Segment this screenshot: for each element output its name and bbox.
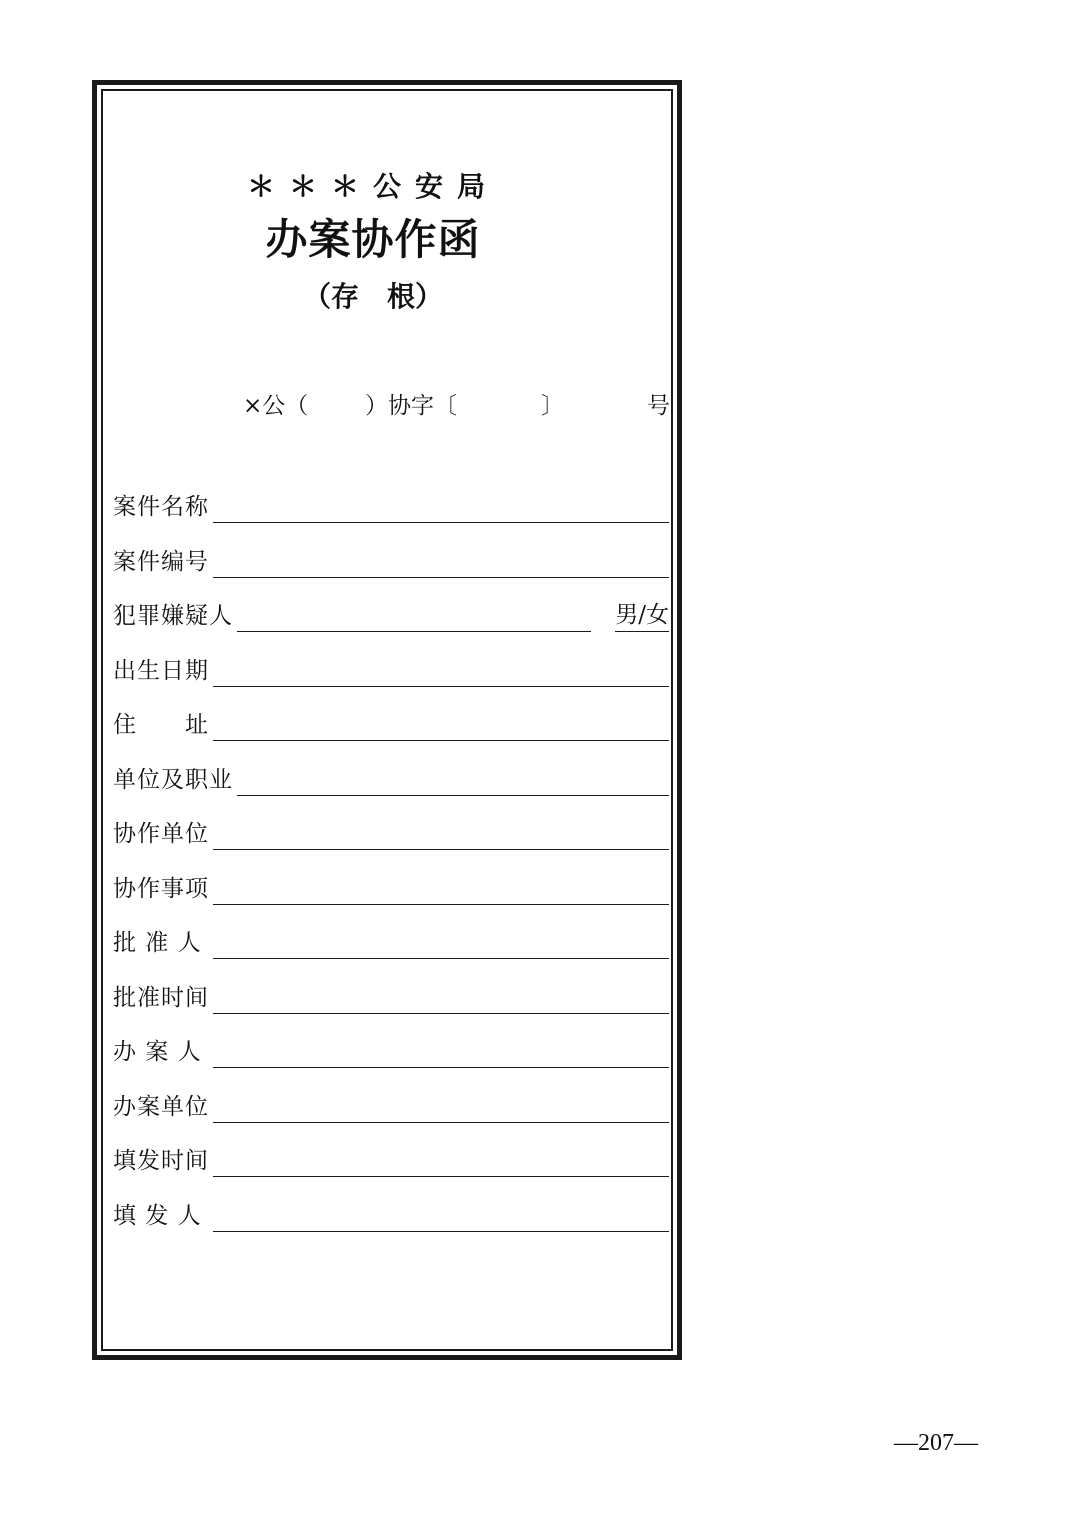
field-suspect bbox=[113, 596, 669, 632]
page-number: —207— bbox=[894, 1430, 978, 1456]
field-label: 单位及职业 bbox=[113, 767, 233, 793]
field-label: 填 发 人 bbox=[113, 1203, 202, 1229]
fill-line[interactable] bbox=[213, 740, 669, 741]
fill-line[interactable] bbox=[213, 577, 669, 578]
fill-line[interactable] bbox=[213, 1067, 669, 1068]
field-approval-time bbox=[113, 978, 669, 1014]
fill-line[interactable] bbox=[237, 795, 669, 796]
fill-line[interactable] bbox=[213, 849, 669, 850]
form-subtitle: （存 根） bbox=[302, 280, 443, 313]
doc-number-suffix: 号 bbox=[647, 393, 670, 419]
field-address bbox=[113, 705, 669, 741]
field-label: 协作单位 bbox=[113, 821, 209, 847]
fill-line[interactable] bbox=[213, 522, 669, 523]
gender-option[interactable]: 男/女 bbox=[615, 596, 669, 632]
fill-line[interactable] bbox=[213, 904, 669, 905]
field-label: 填发时间 bbox=[113, 1148, 209, 1174]
field-label: 批准时间 bbox=[113, 985, 209, 1011]
field-label: 案件编号 bbox=[113, 549, 209, 575]
field-issuer bbox=[113, 1196, 669, 1232]
field-issue-time bbox=[113, 1141, 669, 1177]
fill-line[interactable] bbox=[213, 1231, 669, 1232]
doc-number-middle: ）协字〔 bbox=[365, 393, 457, 419]
field-case-number bbox=[113, 542, 669, 578]
field-approver bbox=[113, 923, 669, 959]
field-label: 批 准 人 bbox=[113, 930, 202, 956]
field-handling-unit bbox=[113, 1087, 669, 1123]
doc-number-bracket-close: 〕 bbox=[541, 393, 564, 419]
doc-number-prefix: ×公（ bbox=[243, 393, 309, 419]
field-label: 办 案 人 bbox=[113, 1039, 202, 1065]
field-employer-occupation bbox=[113, 760, 669, 796]
fill-line[interactable] bbox=[213, 686, 669, 687]
fill-line[interactable] bbox=[237, 631, 591, 632]
form-inner-border bbox=[101, 89, 673, 1351]
field-case-handler bbox=[113, 1032, 669, 1068]
form-title: 办案协作函 bbox=[265, 215, 481, 264]
agency-name: ＊＊＊公安局 bbox=[246, 170, 499, 203]
field-birth-date bbox=[113, 651, 669, 687]
field-case-name bbox=[113, 487, 669, 523]
fill-line[interactable] bbox=[213, 1176, 669, 1177]
fill-line[interactable] bbox=[213, 958, 669, 959]
fill-line[interactable] bbox=[213, 1122, 669, 1123]
field-label: 犯罪嫌疑人 bbox=[113, 603, 233, 629]
field-cooperation-matter bbox=[113, 869, 669, 905]
field-label: 办案单位 bbox=[113, 1094, 209, 1120]
field-label: 出生日期 bbox=[113, 658, 209, 684]
field-label: 案件名称 bbox=[113, 494, 209, 520]
field-label: 协作事项 bbox=[113, 876, 209, 902]
field-label: 住 址 bbox=[113, 712, 209, 738]
field-cooperating-unit bbox=[113, 814, 669, 850]
form-outer-border bbox=[92, 80, 682, 1360]
fill-line[interactable] bbox=[213, 1013, 669, 1014]
